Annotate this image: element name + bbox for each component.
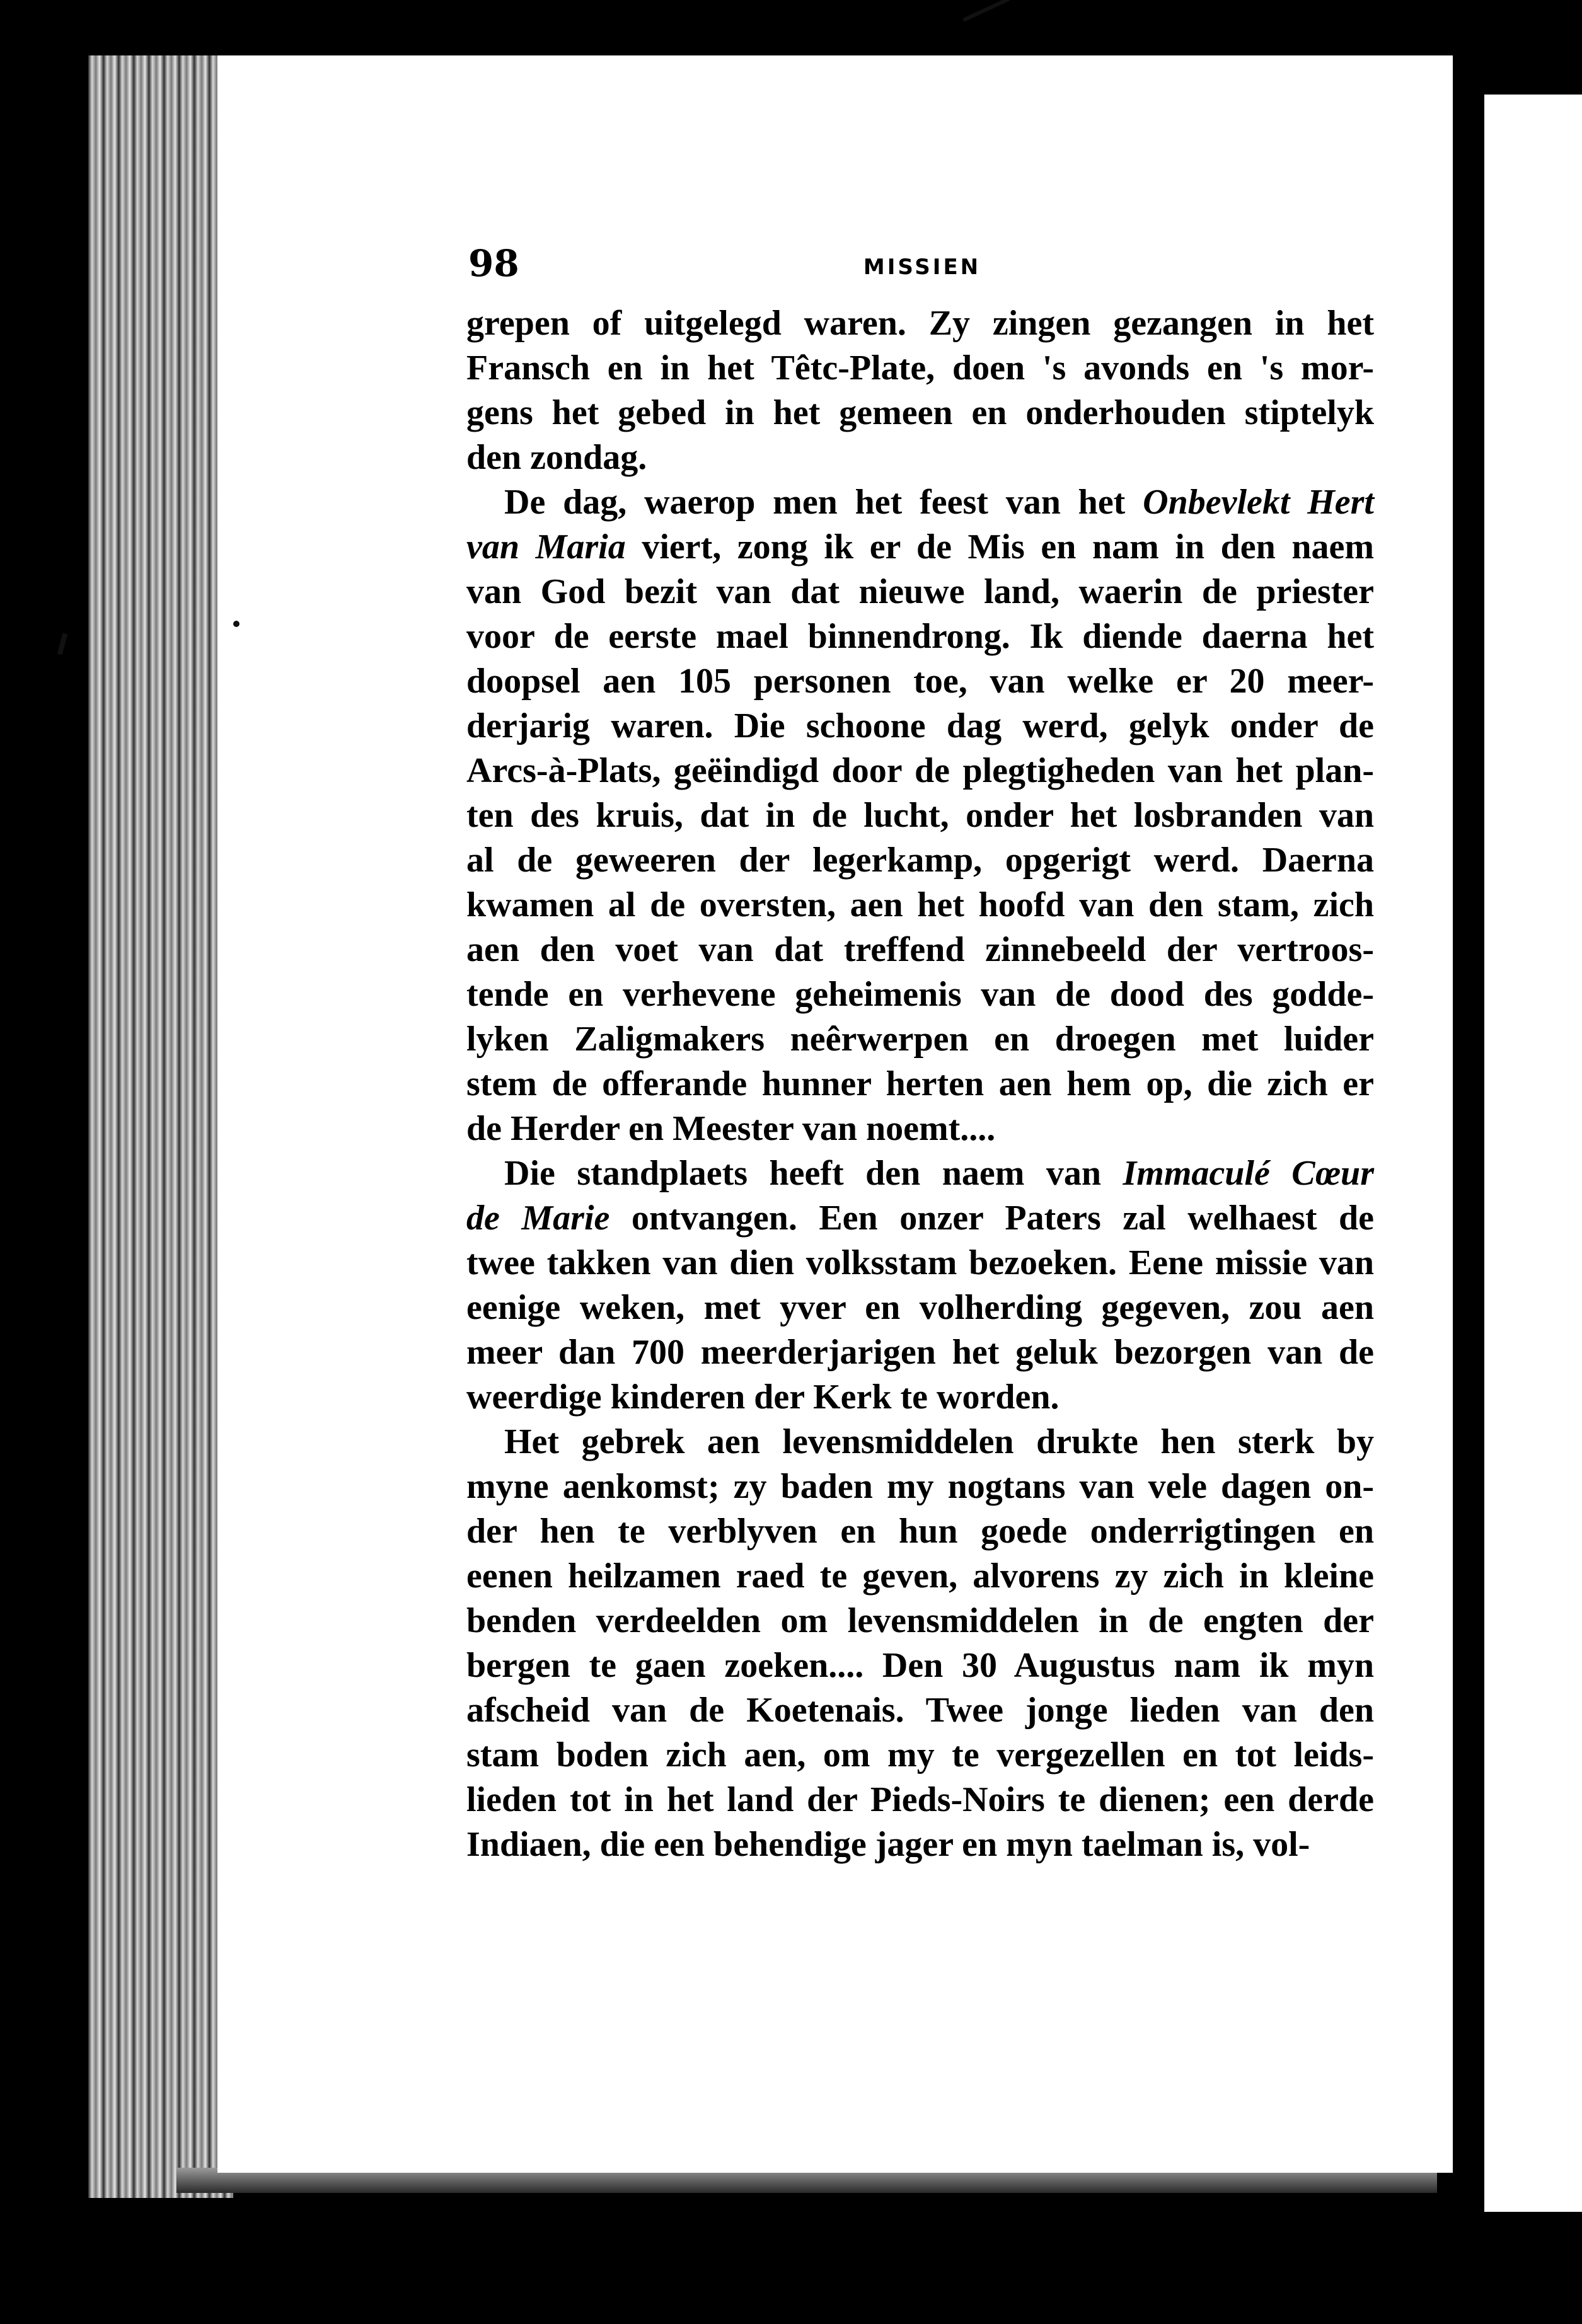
text-line [466,838,1374,883]
stray-mark [962,0,1010,22]
paragraph [466,480,1374,1151]
text-segment: afscheid van de Koetenais. Twee jonge lieden van den [466,1691,1374,1730]
text-line [466,1464,1374,1509]
text-line [466,1062,1374,1107]
page-number: 98 [468,242,519,285]
text-segment: kwamen al de oversten, aen het hoofd van den stam, zich [466,885,1374,924]
text-line [466,301,1374,346]
paragraph [466,1420,1374,1867]
text-line [466,570,1374,614]
text-line [466,614,1374,659]
paragraph [466,1151,1374,1420]
text-line [466,391,1374,435]
text-segment: stem de offerande hunner herten aen hem op, die zich er [466,1064,1374,1103]
text-segment: al de geweeren der legerkamp, opgerigt werd. Daerna [466,841,1374,880]
page-header [468,242,1376,292]
text-segment: eenige weken, met yver en volherding gegeven, zou aen [466,1288,1374,1327]
facing-page-edge [1484,95,1582,2212]
text-line [466,883,1374,928]
text-segment: Arcs-à-Plats, geëindigd door de plegtigheden van het plan- [466,751,1374,790]
book-page-edges [88,55,233,2198]
text-segment: weerdige kinderen der Kerk te worden. [466,1378,1059,1417]
text-segment: Die standplaets heeft den naem van [504,1154,1123,1193]
text-line [466,1509,1374,1554]
text-segment: stam boden zich aen, om my te vergezellen en tot leids- [466,1735,1374,1775]
italic-text: Onbevlekt Hert [1143,483,1374,522]
text-segment: de Herder en Meester van noemt.... [466,1109,996,1148]
text-line [466,1688,1374,1733]
text-line [466,1017,1374,1062]
body-text [466,301,1374,1867]
text-line [466,1778,1374,1822]
text-line [466,1554,1374,1599]
text-segment: meer dan 700 meerderjarigen het geluk bezorgen van de [466,1333,1374,1372]
text-segment: tende en verhevene geheimenis van de dood des godde- [466,975,1374,1014]
stray-mark [233,621,240,627]
text-line [466,659,1374,704]
text-line [466,346,1374,391]
paragraph [466,301,1374,480]
text-segment: ten des kruis, dat in de lucht, onder het losbranden van [466,796,1374,835]
text-line [466,1420,1374,1464]
text-segment: twee takken van dien volksstam bezoeken. Eene missie van [466,1243,1374,1282]
italic-text: de Marie [466,1199,610,1238]
text-line [466,525,1374,570]
text-segment: der hen te verblyven en hun goede onderrigtingen en [466,1512,1374,1551]
text-segment: voor de eerste mael binnendrong. Ik diende daerna het [466,617,1374,656]
text-line [466,972,1374,1017]
text-line [466,1107,1374,1151]
text-segment: doopsel aen 105 personen toe, van welke er 20 meer- [466,662,1374,701]
text-segment: benden verdeelden om levensmiddelen in de engten der [466,1601,1374,1640]
text-segment: lyken Zaligmakers neêrwerpen en droegen met luider [466,1020,1374,1059]
text-line [466,928,1374,972]
text-segment: Fransch en in het Têtc-Plate, doen 's avonds en 's mor- [466,348,1374,388]
text-line [466,704,1374,749]
text-line [466,1286,1374,1330]
text-segment: aen den voet van dat treffend zinnebeeld der vertroos- [466,930,1374,969]
italic-text: Immaculé Cœur [1123,1154,1374,1193]
text-segment: eenen heilzamen raed te geven, alvorens zy zich in kleine [466,1556,1374,1596]
text-segment: Het gebrek aen levensmiddelen drukte hen sterk by [504,1422,1374,1461]
text-line [466,1822,1374,1867]
text-line [466,1330,1374,1375]
text-segment: bergen te gaen zoeken.... Den 30 Augustus nam ik myn [466,1646,1374,1685]
text-segment: lieden tot in het land der Pieds-Noirs te dienen; een derde [466,1780,1374,1819]
text-segment: myne aenkomst; zy baden my nogtans van vele dagen on- [466,1467,1374,1506]
text-segment: gens het gebed in het gemeen en onderhouden stiptelyk [466,393,1374,432]
text-line [466,793,1374,838]
text-line [466,1733,1374,1778]
text-line [466,1196,1374,1241]
text-line [466,1643,1374,1688]
text-segment: derjarig waren. Die schoone dag werd, gelyk onder de [466,706,1374,745]
stray-mark [57,633,68,655]
text-line [466,480,1374,525]
text-line [466,1375,1374,1420]
text-segment: De dag, waerop men het feest van het [504,483,1143,522]
text-line [466,1241,1374,1286]
text-segment: Indiaen, die een behendige jager en myn taelman is, vol- [466,1825,1310,1864]
text-segment: van God bezit van dat nieuwe land, waerin de priester [466,572,1374,611]
text-line [466,1151,1374,1196]
text-segment: ontvangen. Een onzer Paters zal welhaest de [609,1199,1375,1238]
text-line [466,435,1374,480]
text-segment: den zondag. [466,438,647,477]
running-head: MISSIEN [863,255,981,280]
text-line [466,1599,1374,1643]
text-segment: grepen of uitgelegd waren. Zy zingen gezangen in het [466,304,1374,343]
italic-text: van Maria [466,527,626,567]
text-segment: viert, zong ik er de Mis en nam in den naem [625,527,1374,567]
text-line [466,749,1374,793]
